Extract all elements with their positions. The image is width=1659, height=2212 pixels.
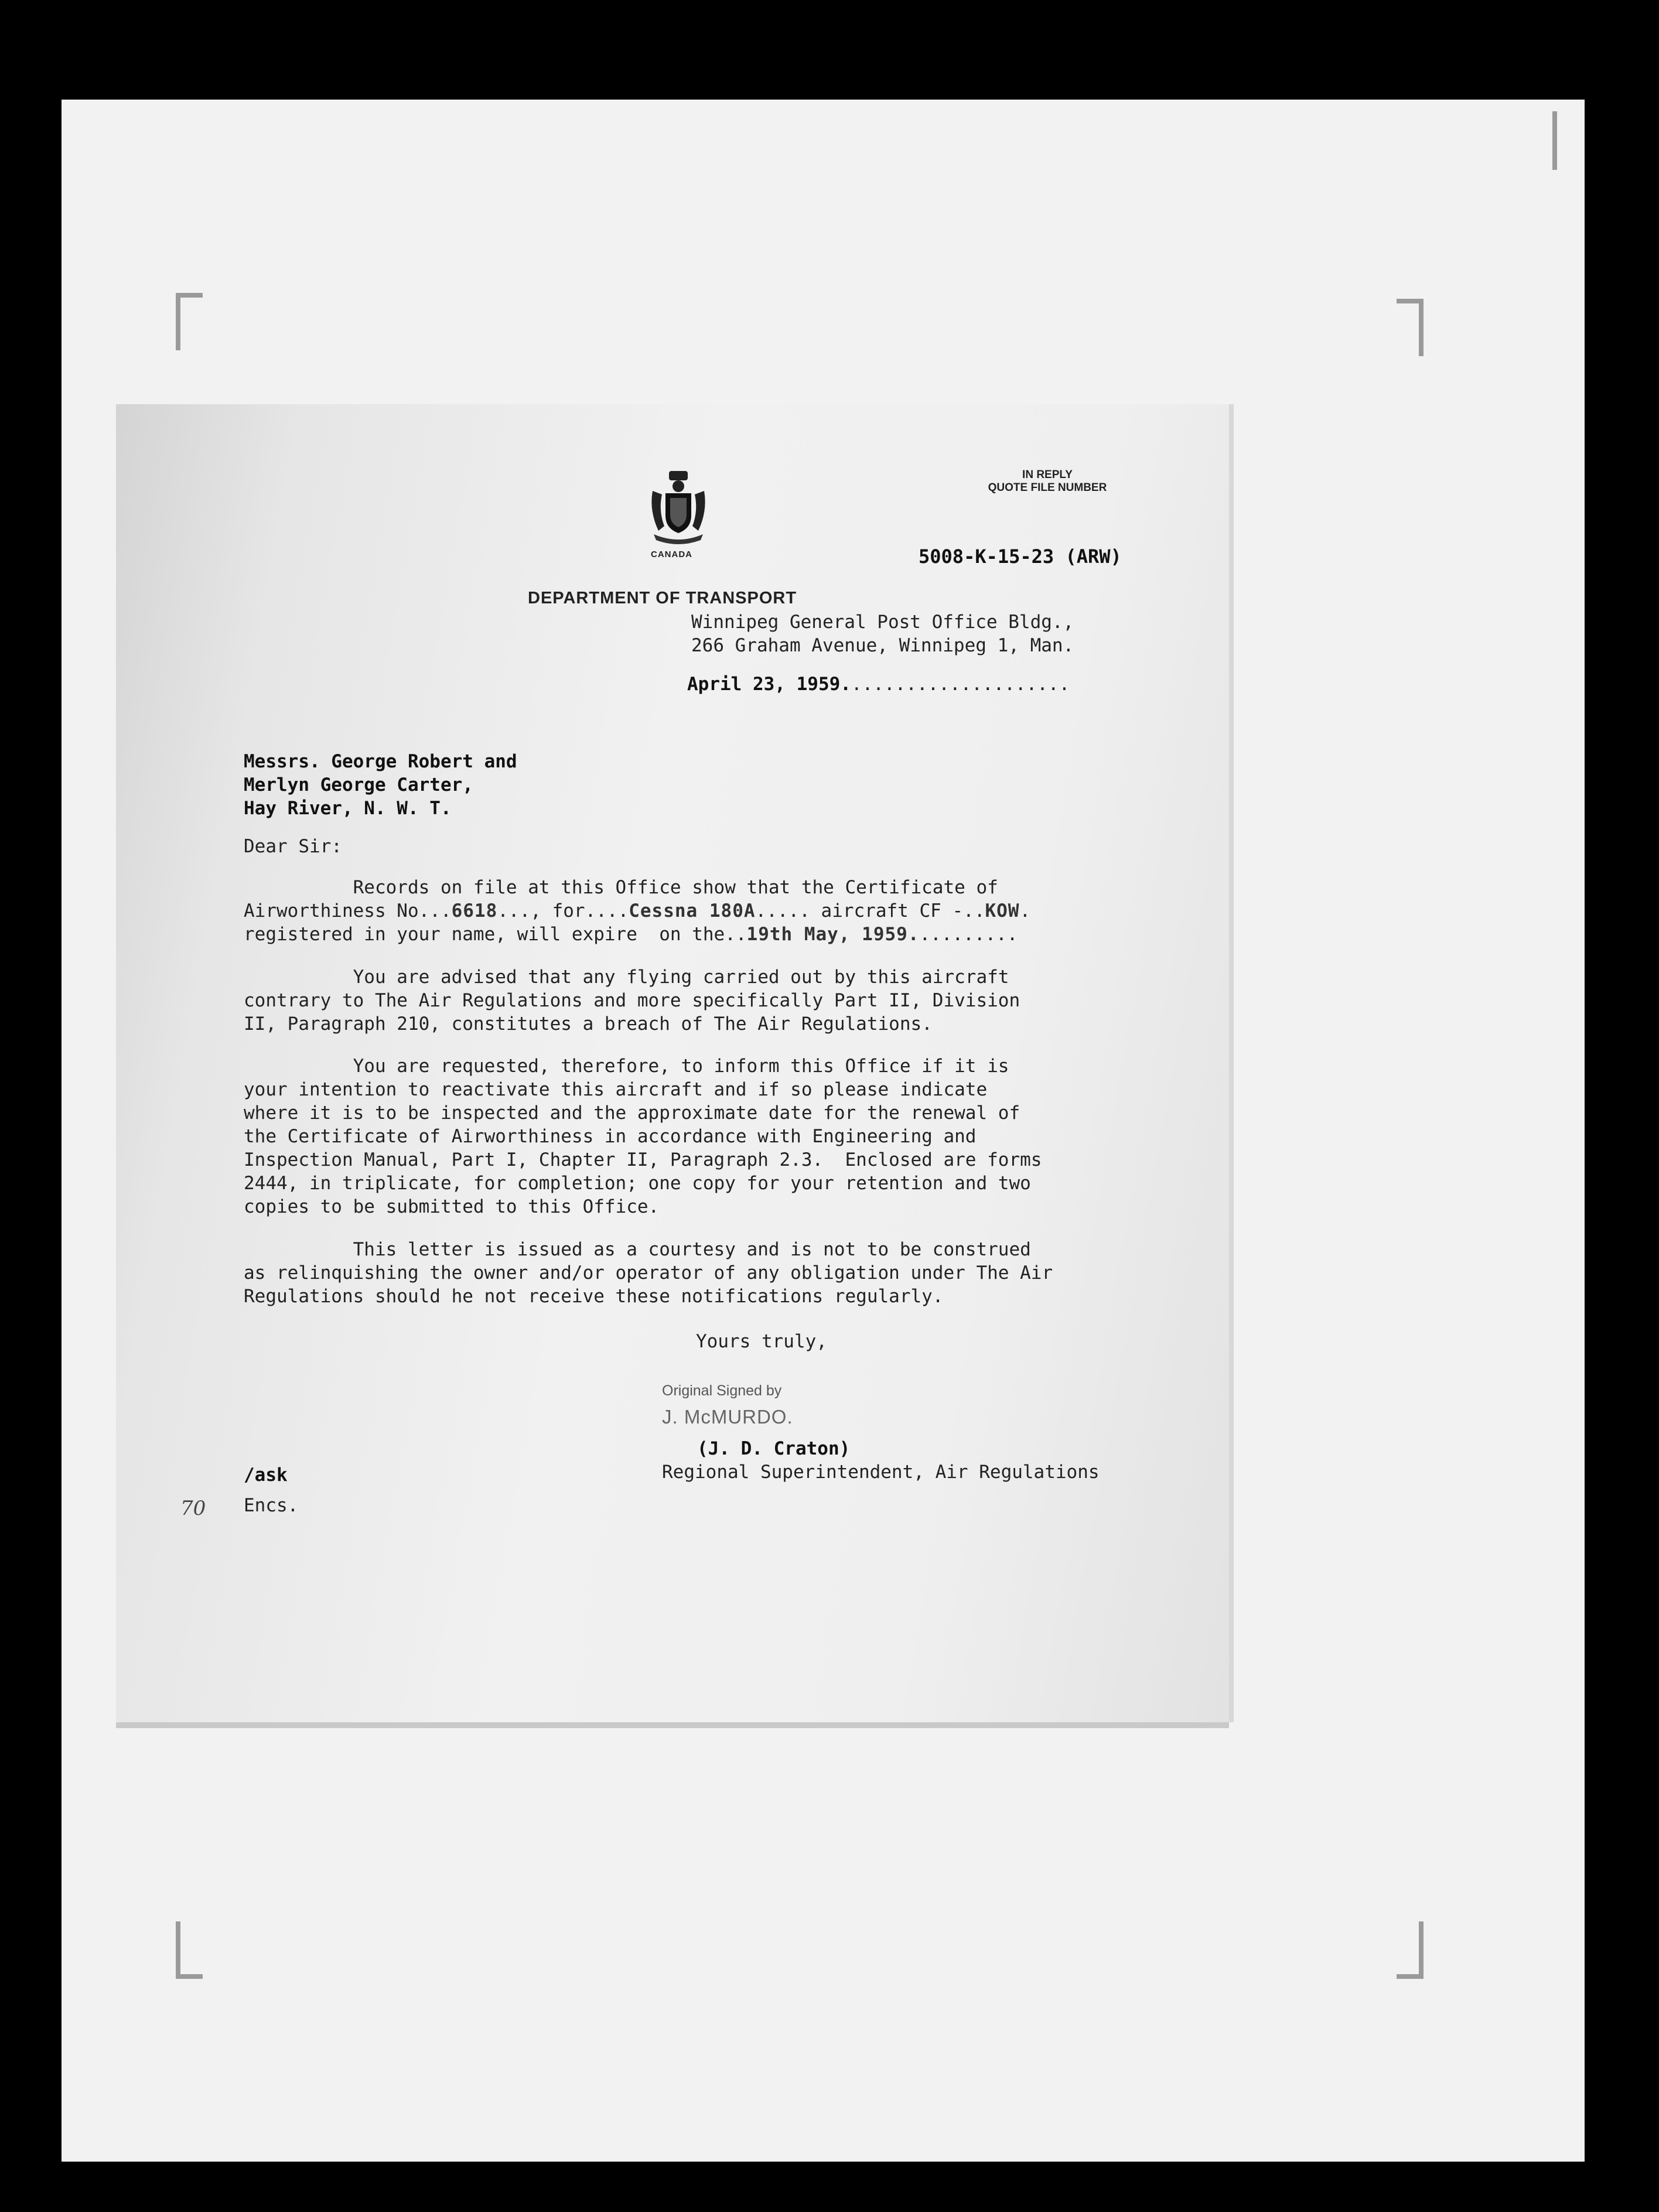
paragraph-3-line: your intention to reactivate this aircraft and if so please indicate xyxy=(244,1079,988,1100)
letter-page xyxy=(116,404,1229,1722)
canada-coat-of-arms-icon xyxy=(648,470,709,545)
text-span: Airworthiness No... xyxy=(244,900,452,921)
recipient-line-1: Messrs. George Robert and xyxy=(244,751,517,772)
department-title: DEPARTMENT OF TRANSPORT xyxy=(528,589,797,607)
text-span: ..., for.... xyxy=(497,900,629,921)
paragraph-2-line: contrary to The Air Regulations and more specifically Part II, Division xyxy=(244,990,1020,1011)
paragraph-1-line-1: Records on file at this Office show that the Certificate of xyxy=(244,877,998,898)
crop-mark-bottom-left xyxy=(176,1921,203,1979)
file-number: 5008-K-15-23 (ARW) xyxy=(919,545,1122,568)
signature-stamp-name: J. McMURDO. xyxy=(662,1406,793,1428)
signatory-title: Regional Superintendent, Air Regulations xyxy=(662,1462,1100,1483)
country-label: CANADA xyxy=(651,549,692,559)
text-span: registered in your name, will expire on the.. xyxy=(244,924,747,945)
address-line-1: Winnipeg General Post Office Bldg., xyxy=(691,612,1074,633)
paragraph-3-line: Inspection Manual, Part I, Chapter II, Paragraph 2.3. Enclosed are forms xyxy=(244,1149,1042,1170)
paragraph-2-line: II, Paragraph 210, constitutes a breach of The Air Regulations. xyxy=(244,1013,933,1035)
closing: Yours truly, xyxy=(696,1331,827,1352)
crop-mark-top-right xyxy=(1397,299,1424,356)
certificate-number: 6618 xyxy=(451,900,498,921)
aircraft-type: Cessna 180A xyxy=(629,900,756,921)
salutation: Dear Sir: xyxy=(244,836,342,857)
date-leader: .................... xyxy=(851,674,1070,695)
signatory-name: (J. D. Craton) xyxy=(697,1438,851,1459)
expiry-date: 19th May, 1959. xyxy=(746,924,920,945)
recipient-line-3: Hay River, N. W. T. xyxy=(244,798,452,819)
crop-mark-top-left xyxy=(176,293,203,350)
paragraph-1-line-3 xyxy=(244,923,1018,946)
reference-initials: /ask xyxy=(244,1465,288,1486)
paragraph-4-line: This letter is issued as a courtesy and is not to be construed xyxy=(244,1239,1031,1260)
in-reply-label: IN REPLY QUOTE FILE NUMBER xyxy=(988,469,1107,494)
paragraph-1-line-2 xyxy=(244,899,1030,923)
paragraph-4-line: Regulations should he not receive these notifications regularly. xyxy=(244,1286,944,1307)
paragraph-3-line: copies to be submitted to this Office. xyxy=(244,1196,660,1217)
text-span: ..... aircraft CF -.. xyxy=(755,900,985,921)
paragraph-3-line: the Certificate of Airworthiness in accordance with Engineering and xyxy=(244,1126,977,1147)
enclosures-note: Encs. xyxy=(244,1495,299,1516)
paragraph-3-line: You are requested, therefore, to inform this Office if it is xyxy=(244,1056,1009,1077)
letter-date-line xyxy=(687,673,1070,696)
page-number: 70 xyxy=(180,1497,206,1520)
signature-stamp-label: Original Signed by xyxy=(662,1383,782,1399)
address-line-2: 266 Graham Avenue, Winnipeg 1, Man. xyxy=(691,635,1074,656)
text-span: . xyxy=(1019,900,1031,921)
paragraph-3-line: where it is to be inspected and the approximate date for the renewal of xyxy=(244,1102,1020,1124)
text-span: ......... xyxy=(919,924,1018,945)
aircraft-registration: KOW xyxy=(985,900,1020,921)
paragraph-4-line: as relinquishing the owner and/or operator of any obligation under The Air xyxy=(244,1262,1053,1283)
crop-mark-edge xyxy=(1552,111,1557,170)
crop-mark-bottom-right xyxy=(1397,1921,1424,1979)
letter-date: April 23, 1959. xyxy=(687,674,851,695)
recipient-line-2: Merlyn George Carter, xyxy=(244,774,473,796)
paragraph-3-line: 2444, in triplicate, for completion; one copy for your retention and two xyxy=(244,1173,1031,1194)
paragraph-2-line: You are advised that any flying carried out by this aircraft xyxy=(244,967,1009,988)
